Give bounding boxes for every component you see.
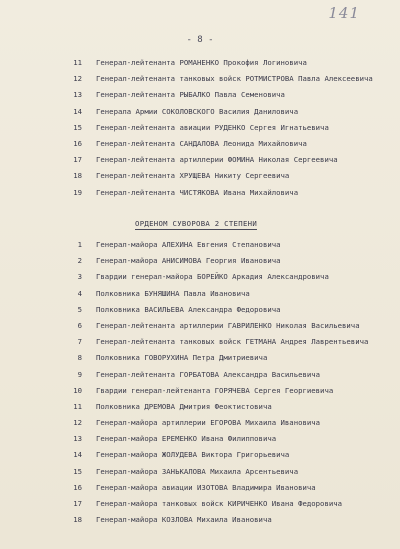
list-item-text: Полковника БУНЯШИНА Павла Ивановича bbox=[96, 288, 250, 298]
list-item-text: Генерал-майора ЗАНЬКАЛОВА Михаила Арсентьевича bbox=[96, 466, 299, 476]
list-item bbox=[0, 321, 400, 337]
list-item bbox=[0, 155, 400, 171]
list-item-text: Генерал-лейтенанта ХРУЩЕВА Никиту Сергеевича bbox=[96, 171, 290, 181]
list-item-number: 17 bbox=[73, 155, 82, 165]
list-item-text: Генерала Армии СОКОЛОВСКОГО Василия Даниловича bbox=[96, 106, 299, 116]
list-item bbox=[0, 139, 400, 155]
list-item-text: Генерал-майора АЛЕХИНА Евгения Степановича bbox=[96, 240, 281, 249]
list-item bbox=[0, 434, 400, 450]
list-item-number: 17 bbox=[73, 499, 82, 508]
list-item bbox=[0, 272, 400, 288]
list-item bbox=[0, 450, 400, 466]
list-item-number: 4 bbox=[77, 288, 82, 298]
list-item-number: 5 bbox=[77, 304, 82, 314]
list-item bbox=[0, 370, 400, 386]
list-item-number: 18 bbox=[73, 515, 82, 525]
list-item-text: Генерал-лейтенанта авиации РУДЕНКО Сергея Игнатьевича bbox=[96, 122, 329, 132]
list-item bbox=[0, 107, 400, 123]
list-item-number: 7 bbox=[77, 337, 82, 347]
list-item bbox=[0, 240, 400, 256]
list-item-text: Полковника ГОВОРУХИНА Петра Дмитриевича bbox=[96, 353, 268, 363]
list-item-number: 19 bbox=[73, 187, 82, 197]
list-item-number: 8 bbox=[77, 353, 82, 363]
list-item bbox=[0, 418, 400, 434]
list-item bbox=[0, 256, 400, 272]
list-item bbox=[0, 90, 400, 106]
list-item-text: Генерал-майора КОЗЛОВА Михаила Ивановича bbox=[96, 515, 272, 525]
list-item bbox=[0, 386, 400, 402]
list-item-number: 13 bbox=[73, 90, 82, 100]
list-item-number: 11 bbox=[73, 401, 82, 411]
list-item-number: 16 bbox=[73, 482, 82, 492]
list-item-number: 15 bbox=[73, 122, 82, 132]
list-item-number: 14 bbox=[73, 106, 82, 116]
list-item bbox=[0, 74, 400, 90]
list-item-number: 3 bbox=[77, 272, 82, 282]
list-item bbox=[0, 188, 400, 204]
archive-page-stamp: 141 bbox=[328, 4, 360, 22]
list-item bbox=[0, 467, 400, 483]
list-item-number: 12 bbox=[73, 74, 82, 84]
list-item bbox=[0, 58, 400, 74]
list-item-number: 11 bbox=[73, 58, 82, 67]
list-item bbox=[0, 499, 400, 515]
list-item-text: Генерал-лейтенанта ГОРБАТОВА Александра Васильевича bbox=[96, 369, 321, 379]
page-number: - 8 - bbox=[186, 35, 214, 45]
award-list-section-2 bbox=[0, 240, 400, 531]
list-item-text: Генерал-лейтенанта РЫБАЛКО Павла Семеновича bbox=[96, 90, 285, 100]
list-item-text: Генерал-майора танковых войск КИРИЧЕНКО Ивана Федоровича bbox=[96, 499, 343, 508]
list-item-text: Генерал-лейтенанта артиллерии ГАВРИЛЕНКО Николая Васильевича bbox=[96, 320, 360, 330]
list-item-number: 9 bbox=[77, 369, 82, 379]
section-heading: ОРДЕНОМ СУВОРОВА 2 СТЕПЕНИ bbox=[135, 219, 258, 228]
list-item-text: Гвардии генерал-лейтенанта ГОРЯЧЕВА Сергея Георгиевича bbox=[96, 385, 334, 395]
list-item-number: 12 bbox=[73, 418, 82, 428]
list-item-text: Полковника ВАСИЛЬЕВА Александра Федоровича bbox=[96, 304, 281, 314]
list-item-text: Генерал-лейтенанта танковых войск РОТМИСТРОВА Павла Алексеевича bbox=[96, 74, 373, 84]
list-item bbox=[0, 353, 400, 369]
list-item-number: 13 bbox=[73, 434, 82, 444]
list-item-number: 14 bbox=[73, 450, 82, 460]
list-item bbox=[0, 289, 400, 305]
list-item-number: 1 bbox=[77, 240, 82, 249]
list-item-text: Генерал-майора ЕРЕМЕНКО Ивана Филипповича bbox=[96, 434, 277, 444]
list-item-number: 15 bbox=[73, 466, 82, 476]
list-item-text: Гвардии генерал-майора БОРЕЙКО Аркадия Александровича bbox=[96, 272, 329, 282]
list-item-number: 2 bbox=[77, 256, 82, 266]
list-item bbox=[0, 171, 400, 187]
list-item-text: Генерал-майора артиллерии ЕГОРОВА Михаила Ивановича bbox=[96, 418, 321, 428]
list-item bbox=[0, 402, 400, 418]
list-item bbox=[0, 123, 400, 139]
award-list-section-1 bbox=[0, 58, 400, 204]
list-item bbox=[0, 337, 400, 353]
list-item bbox=[0, 305, 400, 321]
list-item-text: Генерал-майора ЖОЛУДЕВА Виктора Григорьевича bbox=[96, 450, 290, 460]
list-item bbox=[0, 483, 400, 499]
list-item-text: Генерал-майора АНИСИМОВА Георгия Ивановича bbox=[96, 256, 281, 266]
list-item-number: 18 bbox=[73, 171, 82, 181]
list-item-text: Генерал-лейтенанта танковых войск ГЕТМАНА Андрея Лаврентьевича bbox=[96, 337, 369, 347]
list-item-number: 6 bbox=[77, 320, 82, 330]
list-item bbox=[0, 515, 400, 531]
list-item-text: Полковника ДРЕМОВА Дмитрия Феоктистовича bbox=[96, 401, 272, 411]
list-item-text: Генерал-майора авиации ИЗОТОВА Владимира Ивановича bbox=[96, 482, 316, 492]
list-item-text: Генерал-лейтенанта САНДАЛОВА Леонида Михайловича bbox=[96, 138, 307, 148]
list-item-number: 16 bbox=[73, 138, 82, 148]
list-item-text: Генерал-лейтенанта артиллерии ФОМИНА Николая Сергеевича bbox=[96, 155, 338, 165]
list-item-text: Генерал-лейтенанта РОМАНЕНКО Прокофия Логиновича bbox=[96, 58, 307, 67]
list-item-number: 10 bbox=[73, 385, 82, 395]
list-item-text: Генерал-лейтенанта ЧИСТЯКОВА Ивана Михайловича bbox=[96, 187, 299, 197]
